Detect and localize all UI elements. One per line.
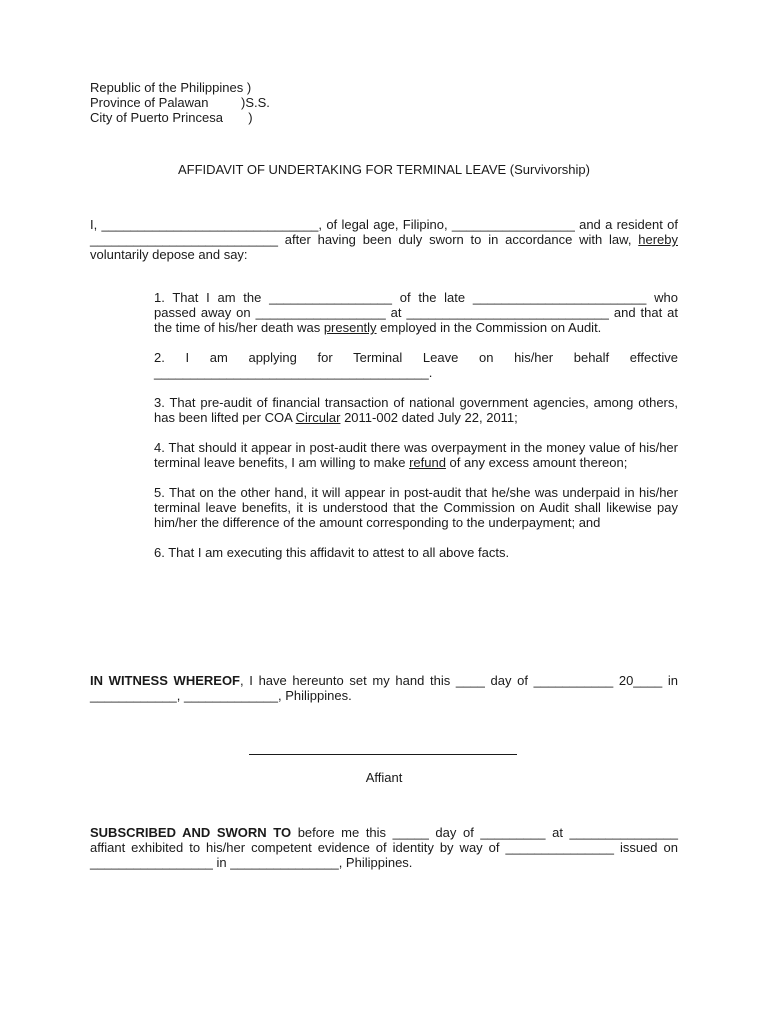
- venue-line-province: Province of Palawan )S.S.: [90, 95, 270, 110]
- affiant-label: Affiant: [365, 770, 403, 785]
- witness-paragraph: [90, 673, 678, 703]
- intro-text-start: I, ______________________________, of legal age, Filipino, _________________ and a resident of __________________________ after having been duly sworn to in accordance with law,: [90, 217, 678, 247]
- statement-4-end: of any excess amount thereon;: [445, 455, 628, 470]
- statement-6: 6. That I am executing this affidavit to attest to all above facts.: [154, 545, 510, 560]
- intro-paragraph: [90, 217, 678, 262]
- statement-1-start: 1. That I am the _________________ of the late ________________________ who passed away on __________________ at ____________________________ and that at the time of his/her death was: [154, 290, 678, 335]
- statement-3-end: 2011-002 dated July 22, 2011;: [340, 410, 518, 425]
- signature-line: [249, 754, 517, 755]
- document-title: AFFIDAVIT OF UNDERTAKING FOR TERMINAL LEAVE (Survivorship): [178, 162, 590, 177]
- statement-1-end: employed in the Commission on Audit.: [376, 320, 602, 335]
- statement-3: [154, 395, 678, 425]
- intro-text-end: voluntarily depose and say:: [90, 247, 248, 262]
- statement-3-underlined: Circular: [295, 410, 341, 425]
- statement-2: 2. I am applying for Terminal Leave on his/her behalf effective ______________________________________.: [154, 350, 678, 380]
- venue-line-republic: Republic of the Philippines ): [90, 80, 252, 95]
- venue-line-city: City of Puerto Princesa ): [90, 110, 253, 125]
- venue-header: [90, 80, 270, 125]
- statement-4: [154, 440, 678, 470]
- intro-underlined-word: hereby: [638, 232, 678, 247]
- statement-1-underlined: presently: [323, 320, 377, 335]
- numbered-statements: [154, 290, 678, 575]
- statement-3-start: 3. That pre-audit of financial transaction of national government agencies, among others, has been lifted per COA: [154, 395, 678, 425]
- statement-4-underlined: refund: [409, 455, 446, 470]
- jurat-text: before me this _____ day of _________ at _______________ affiant exhibited to his/her competent evidence of identity by way of _______________ issued on _________________ in _______________, Philippines.: [90, 825, 678, 870]
- jurat-heading: SUBSCRIBED AND SWORN TO: [90, 825, 292, 840]
- jurat-paragraph: [90, 825, 678, 870]
- statement-4-start: 4. That should it appear in post-audit there was overpayment in the money value of his/her terminal leave benefits, I am willing to make: [154, 440, 678, 470]
- statement-5: 5. That on the other hand, it will appear in post-audit that he/she was underpaid in his/her terminal leave benefits, it is understood that the Commission on Audit shall likewise pay him/her the difference of the amount corresponding to the underpayment; and: [154, 485, 678, 530]
- witness-heading: IN WITNESS WHEREOF: [90, 673, 241, 688]
- statement-1: [154, 290, 678, 335]
- witness-text: , I have hereunto set my hand this ____ day of ___________ 20____ in ____________, _____________, Philippines.: [90, 673, 679, 703]
